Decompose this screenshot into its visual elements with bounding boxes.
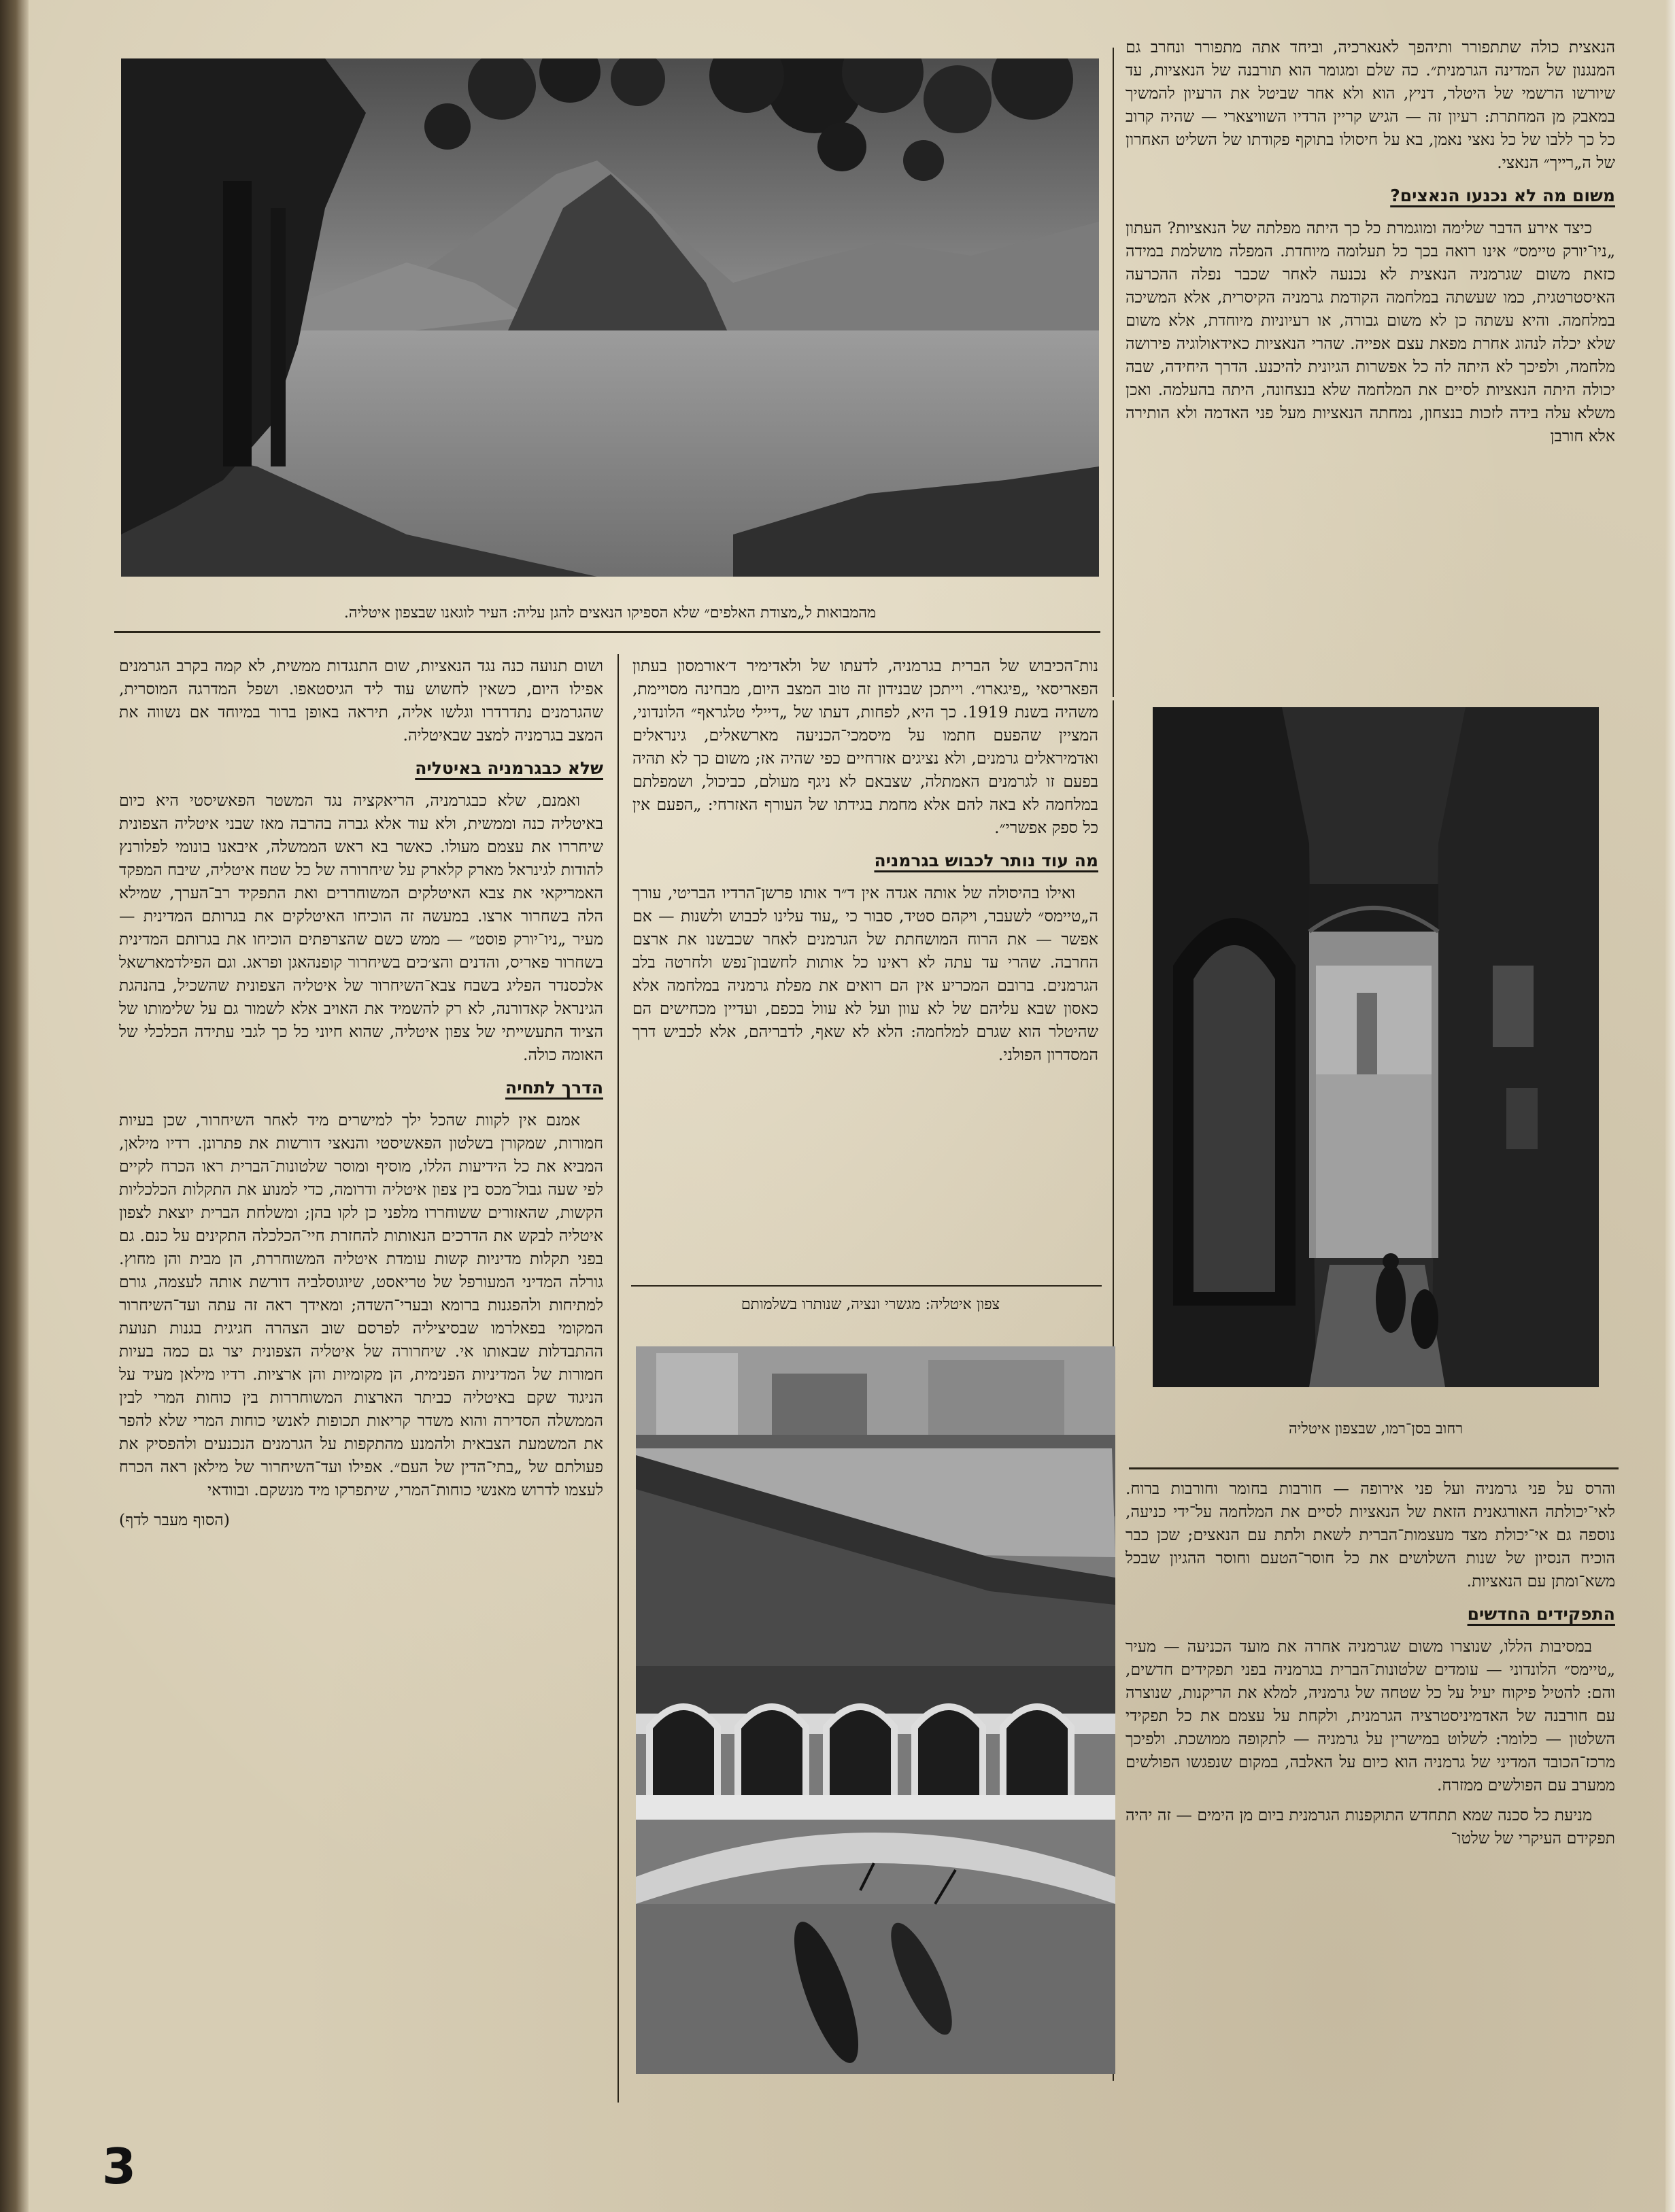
sanremo-caption: רחוב בסן־רמו, שבצפון איטליה <box>1288 1420 1463 1437</box>
venice-caption: צפון איטליה: מגשרי ונציה, שנותרו בשלמותם <box>741 1296 1000 1313</box>
paragraph: נות־הכיבוש של הברית בגרמניה, לדעתו של ולאדימיר ד׳אורמסון בעתון הפאריסאי „פיגארו״. וייתכן שבנידון זה טוב המצב היום, מבחינה מסויימת, משהיה בשנת 1919. כך היא, לפחות, דעתו של „דיילי טלגראף״ הלונדוני, המציין שהפעם חתמו על מיסמכי־הכניעה מארשאלים, גינראלים ואדמיראלים גרמנים, ולא נציגים אזרחיים כפי שהיה אז; משום כך לא תהיה בפעם זו לגרמנים האמתלה, שצבאם לא ניגף מעולם, כביכול, ושמפלתם במלחמה לא באה להם אלא מחמת בגידתו של העורף האזרחי: „הפעם אין כל ספק אפשרי״. <box>632 656 1098 837</box>
caption-rule-venice <box>631 1285 1102 1287</box>
article-column-right-bottom <box>1126 1477 1615 1856</box>
paragraph: ואמנם, שלא כבגרמניה, הריאקציה נגד המשטר הפאשיסטי היא כיום באיטליה כנה וממשית, ולא עוד אלא גברה בהרבה מאז שבני איטליה הצפונית שיחררו את עצמם מעולו. כאשר בא ראש הממשלה, איבאנו בונומי לפלורנץ להודות לגינראל מארק קלארק על שיחרורה של כל שטח איטליה, שיבח המפקד האמריקאי את צבא האיטלקים המשוחררים ואת התפקיד רב־הערך, שמילא הלה בשחרור ארצו. במעשה זה הוכיחו האיטלקים את בגרותם המדינית — מעיר „ניו־יורק פוסט״ — ממש כשם שהצרפתים הוכיחו את בגרותם המדינית בשחרור פאריס, והדנים והצ׳כים בשיחרור קופנהאגן ופראג. וגם הפילדמארשאל אלכסנדר הפליג בשבח צבא־השיחרור של איטליה הצפונית שהשכיל, בהנהגת הגינראל קאדורנה, לא רק להשמיד את האויב אלא לשמור גם על שלימותו של הציוד התעשייתי של צפון איטליה, שהוא חיוני כל כך לגבי עתידה הכלכלי של האומה כולה. <box>119 791 603 1064</box>
paragraph: ושום תנועה כנה נגד הנאציות, שום התנגדות ממשית, לא קמה בקרב הגרמנים אפילו היום, כשאין לחשוש עוד ליד הגיסטאפו. ושפל המדרגה המוסרית, שהגרמנים נתדרדרו וגלשו אליה, תיראה באופן ברור במיוחד אם נשווה את המצב בגרמניה למצב שבאיטליה. <box>119 656 603 745</box>
section-heading: משום מה לא נכנעו הנאצים? <box>1390 186 1615 205</box>
article-column-left <box>119 654 603 1531</box>
caption-rule-top <box>114 631 1100 633</box>
venice-bridge-photo <box>636 1346 1115 2074</box>
page-edge <box>1665 0 1675 2212</box>
section-heading: התפקידים החדשים <box>1467 1604 1615 1624</box>
sanremo-street-photo <box>1153 707 1599 1387</box>
lugano-photo <box>121 58 1099 577</box>
binding-spine <box>0 0 29 2212</box>
article-column-middle <box>632 654 1098 1073</box>
paragraph: הנאצית כולה שתתפורר ותיהפך לאנארכיה, וביחד אתה מתפורר ונחרב גם המנגנון של המדינה הגרמנית״. כה שלם ומגומר הוא תורבנה של הנאציות, עד שיורשו הרשמי של היטלר, דניץ, הוא ולא אחר שביטל את הרעיון להמשיך במאבק מן המחתרת: רעיון זה — הגיש קריין הרדיו השוויצארי — שהיה קרוב כל כך ללבו של כל נאצי נאמן, בא על חיסולו בתוקף פקודתו של השליט האחרון של ה„רייך״ הנאצי. <box>1126 37 1615 172</box>
column-rule-right-top <box>1113 48 1114 697</box>
paragraph: ואילו בהיסולה של אותה אגדה אין ד״ר אותו פרשן־הרדיו הבריטי, עורך ה„טיימס״ לשעבר, ויקהם סטיד, סבור כי „עוד עלינו לכבוש ולשנות — אם אפשר — את הרוח המושחתת של הגרמנים לאחר שכבשנו את ארצם החרבה. שהרי עד עתה לא ראינו כל אותות לחשבון־נפש ולחרטה בלב הגרמנים. ברובם המכריע אין הם רואים את מפלת גרמניה במלחמה אלא כאסון שבא עליהם של לא עוון ועל לא עוול בכפם, ועדיין מכחישים הם שהיטלר הוא שגרם למלחמה: הלא לא שאף, לדבריהם, אלא לכביש דרך המסדרון הפולני. <box>632 883 1098 1064</box>
paragraph: במסיבות הללו, שנוצרו משום שגרמניה אחרה את מועד הכניעה — מעיר „טיימס״ הלונדוני — עומדים שלטונות־הברית בגרמניה בפני תפקידים חדשים, והם: להטיל פיקוח יעיל על כל שטחה של גרמניה, למלא את הריקנות, שנוצרה עם חורבנה של האדמיניסטרציה הגרמנית, ולקחת על עצמם את כל תפקידי השלטון — כלומר: לשלוט במישרין על גרמניה — לתקופה ממושכת. ולפיכך מרכז־הכובד המדיני של גרמניה הוא כיום על האלבה, במקום שנפגשו הפולשים ממערב עם הפולשים ממזרח. <box>1126 1637 1615 1794</box>
section-heading: שלא כבגרמניה באיטליה <box>415 758 603 778</box>
article-column-right-top <box>1126 35 1615 454</box>
caption-rule-sanremo <box>1129 1467 1619 1469</box>
page-number: 3 <box>102 2138 137 2195</box>
continued-note: (הסוף מעבר לדף) <box>119 1510 230 1529</box>
paragraph: מניעת כל סכנה שמא תתחדש התוקפנות הגרמנית ביום מן הימים — זה יהיה תפקידם העיקרי של שלטו־ <box>1126 1805 1615 1848</box>
column-rule-middle <box>617 654 619 2103</box>
section-heading: מה עוד נותר לכבוש בגרמניה <box>874 851 1098 870</box>
lugano-caption: מהמבואות ל„מצודת האלפים״ שלא הספיקו הנאצים להגן עליה: העיר לוגאנו שבצפון איטליה. <box>343 605 877 622</box>
paragraph: והרס על פני גרמניה ועל פני אירופה — חורבות בחומר וחורבות ברוח. לאי־יכולתה האורגאנית הזאת של הנאציות לסיים את המלחמה על־ידי כניעה, נוספה גם אי־יכולת מצד מעצמות־הברית לשאת ולתת עם הנאצים; שכן כבר הוכיח הנסיון של שנות השלושים את כל חוסר־הטעם וחוסר ההגיון שבכל משא־ומתן עם הנאציות. <box>1126 1479 1615 1590</box>
section-heading: הדרך לתחיה <box>505 1078 603 1098</box>
paragraph: אמנם אין לקוות שהכל ילך למישרים מיד לאחר השיחרור, שכן בעיות חמורות, שמקורן בשלטון הפאשיסטי והנאצי דורשות את פתרונן. רדיו מילאן, המביא את כל הידיעות הללו, מוסיף ומוסר שלטונות־הברית ראו הכרח לקיים לפי שעה גבול־מכס בין צפון איטליה ודרומה, כדי למנוע את התקלות הכלכליות הקשות, שהאזורים ששוחררו מלפני כן לקו בהן; ומשלחת הברית יוצאת לצפון איטליה לבקש את הדרכים הנאותות להחזרת חיי־הכלכלה התקינים על כנם. גם בפני תקלות מדיניות קשות עומדת איטליה המשוחררת, הן מבית והן מחוץ. גורלה המדיני המעורפל של טריאסט, שיוגוסלביה דורשת אותה לעצמה, גורם למתיחות ולהפגנות ברומא ובערי־השדה; ומאידך ראה זה עתה ועד־השיחרור המקומי בפאלרמו שבסיציליה לפרסם שוב הצהרה חגיגית בגנות תנועת ההתבדלות שבאותו אי. שיחרורה של איטליה הצפונית יצר גם כמה בעיות חמורות של המדיניות הפנימית, הן מקומיות והן ארציות. רדיו מילאן מעיד על הניגוד שקם באיטליה כביתר הארצות המשוחררות בין כוחות המרי לבין הממשלה הסדירה והוא משדר קריאות תכופות לאנשי כוחות המרי שלא להפר את המשמעת הצבאית ולהמנע מהתקפות על הגרמנים הנכנעים ולהפסיק את פעולתם של „בתי־הדין של העם״. אפילו ועד־השיחרור של מילאן ראה הכרח לעצמו לדרוש מאנשי כוחות־המרי, שיתפרקו מיד מנשקם. ובוודאי <box>119 1110 603 1499</box>
paragraph: כיצד אירע הדבר שלימה ומוגמרת כל כך היתה מפלתה של הנאציות? העתון „ניו־יורק טיימס״ אינו רואה בכך כל תעלומה מיוחדת. המפלה מושלמת במידה כזאת משום שגרמניה הנאצית לא נכנעה לאחר שכבר נפלה ההכרעה האיסטרטגית, כמו שעשתה במלחמה הקודמת גרמניה הקיסרית, אלא המשיכה במלחמה. והיא עשתה כן לא משום גבורה, או רעיוניות מיוחדת, אלא משום שלא יכלה לנהוג אחרת מפאת עצם אפייה. שהרי הנאציות כאידאולוגיה פירושה מלחמה, ולפיכך לא היתה לה כל אפשרות הגיונית להיכנע. הדרך היחידה, שבה יכולה היתה הנאציות לסיים את המלחמה שלא בנצחונה, היתה בהעלמה. ואכן משלא עלה בידה לזכות בנצחון, נמחתה הנאציות מעל פני האדמה ולא הותירה אלא חורבן <box>1126 218 1615 445</box>
